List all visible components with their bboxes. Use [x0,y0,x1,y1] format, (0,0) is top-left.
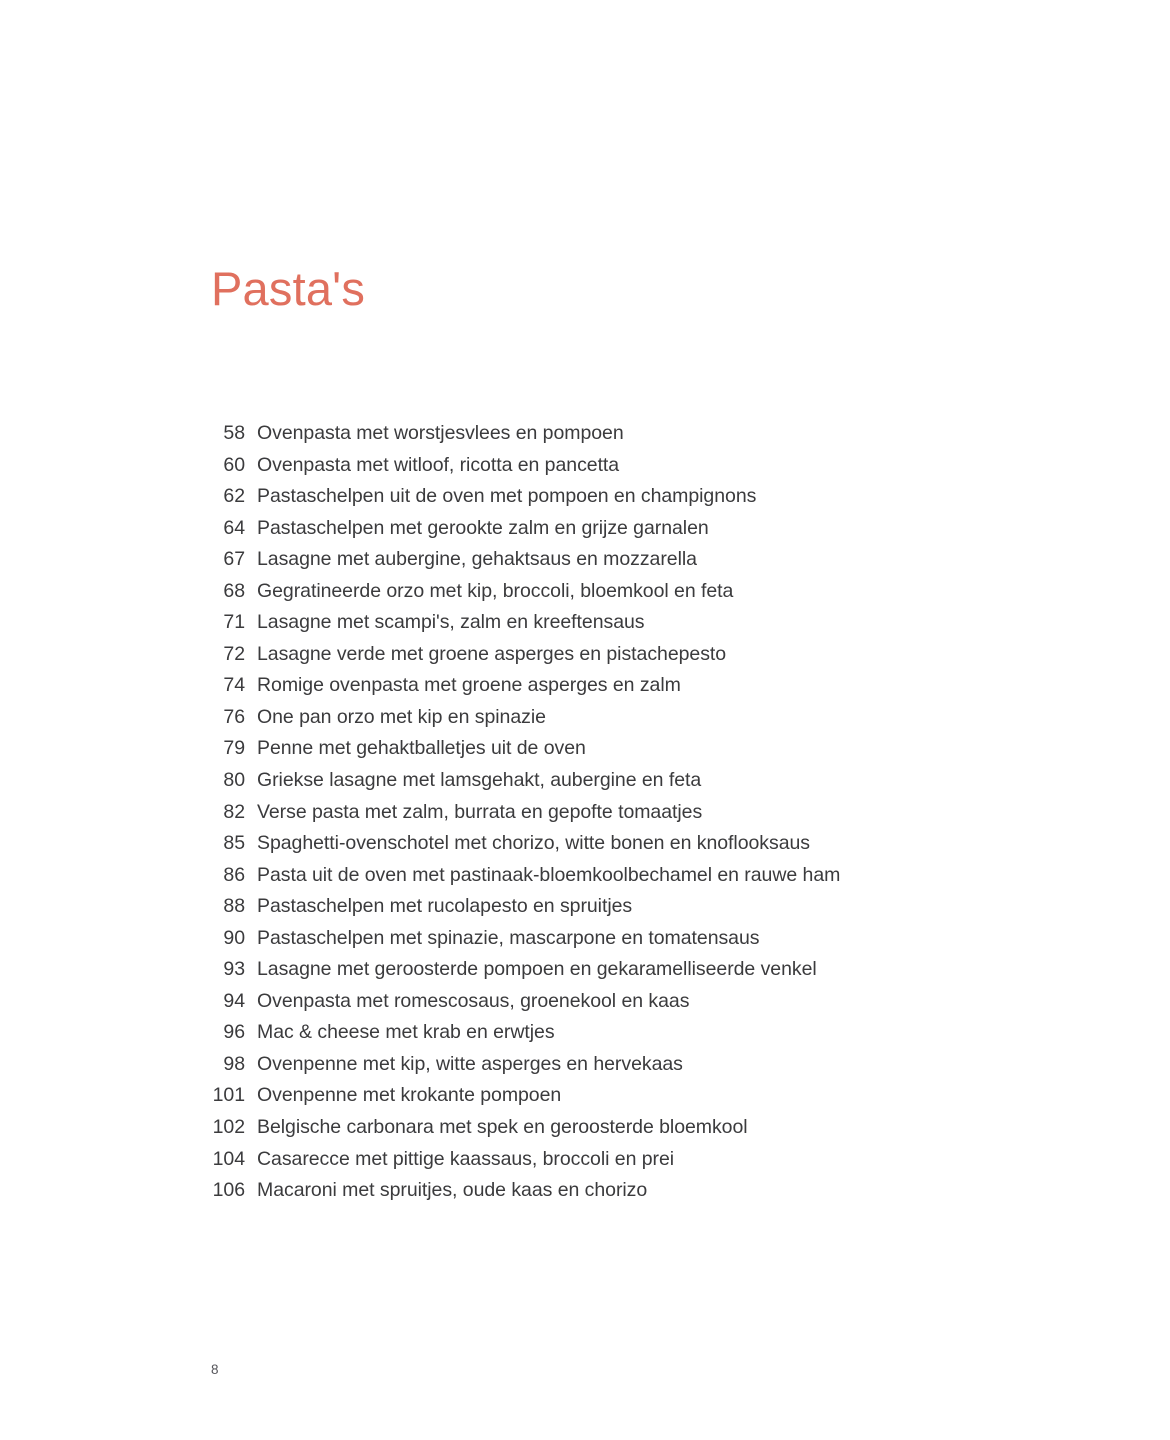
toc-entry-title: Verse pasta met zalm, burrata en gepofte tomaatjes [257,800,703,823]
toc-entry[interactable] [211,1112,971,1144]
toc-entry-page-number: 64 [223,516,245,539]
toc-entry-page-number: 76 [223,705,245,728]
toc-entry-title: One pan orzo met kip en spinazie [257,705,546,728]
toc-entry-title: Ovenpenne met kip, witte asperges en hervekaas [257,1052,683,1075]
toc-entry[interactable] [211,544,971,576]
toc-entry-page-number: 72 [223,642,245,665]
toc-entry-page-number: 79 [223,737,245,760]
toc-entry-title: Ovenpenne met krokante pompoen [257,1084,562,1107]
toc-entry-title: Spaghetti-ovenschotel met chorizo, witte bonen en knoflooksaus [257,832,810,855]
toc-entry-title: Pastaschelpen uit de oven met pompoen en champignons [257,485,757,508]
toc-entry-title: Ovenpasta met romescosaus, groenekool en kaas [257,989,690,1012]
toc-entry-title: Casarecce met pittige kaassaus, broccoli en prei [257,1147,675,1170]
toc-entry-page-number: 102 [212,1116,245,1139]
toc-entry-page-number: 96 [223,1021,245,1044]
toc-entry-page-number: 86 [223,863,245,886]
toc-entry-title: Lasagne verde met groene asperges en pistachepesto [257,642,727,665]
toc-entry-title: Pastaschelpen met spinazie, mascarpone en tomatensaus [257,926,760,949]
page-number: 8 [211,1362,219,1377]
toc-entry[interactable] [211,954,971,986]
toc-entry-page-number: 80 [223,769,245,792]
toc-entry-title: Lasagne met geroosterde pompoen en gekaramelliseerde venkel [257,958,817,981]
table-of-contents [211,418,971,1207]
toc-entry[interactable] [211,1049,971,1081]
toc-entry-page-number: 88 [223,895,245,918]
toc-entry-title: Lasagne met scampi's, zalm en kreeftensaus [257,611,645,634]
toc-entry[interactable] [211,860,971,892]
toc-entry-title: Romige ovenpasta met groene asperges en zalm [257,674,681,697]
toc-entry-page-number: 58 [223,422,245,444]
toc-entry-page-number: 98 [223,1052,245,1075]
toc-entry-page-number: 101 [212,1084,245,1107]
toc-entry-page-number: 67 [223,548,245,571]
toc-entry[interactable] [211,923,971,955]
toc-entry[interactable] [211,765,971,797]
toc-entry-page-number: 82 [223,800,245,823]
toc-entry[interactable] [211,576,971,608]
toc-entry-page-number: 62 [223,485,245,508]
toc-entry-title: Ovenpasta met witloof, ricotta en pancetta [257,453,620,476]
toc-entry[interactable] [211,1144,971,1176]
toc-entry-page-number: 68 [223,579,245,602]
toc-entry-title: Penne met gehaktballetjes uit de oven [257,737,586,760]
toc-entry[interactable] [211,670,971,702]
toc-entry-title: Lasagne met aubergine, gehaktsaus en mozzarella [257,548,697,571]
toc-entry-title: Pastaschelpen met gerookte zalm en grijze garnalen [257,516,709,539]
toc-entry[interactable] [211,418,971,450]
toc-entry-page-number: 104 [212,1147,245,1170]
toc-entry-page-number: 60 [223,453,245,476]
page-title: Pasta's [211,262,366,316]
toc-entry[interactable] [211,733,971,765]
toc-entry-page-number: 106 [212,1179,245,1202]
toc-entry-title: Griekse lasagne met lamsgehakt, aubergine en feta [257,769,702,792]
toc-entry-page-number: 90 [223,926,245,949]
toc-entry[interactable] [211,639,971,671]
toc-entry[interactable] [211,828,971,860]
toc-entry-title: Gegratineerde orzo met kip, broccoli, bloemkool en feta [257,579,734,602]
toc-entry-title: Pastaschelpen met rucolapesto en spruitjes [257,895,633,918]
toc-entry[interactable] [211,986,971,1018]
toc-entry[interactable] [211,797,971,829]
toc-entry-page-number: 93 [223,958,245,981]
toc-entry-page-number: 71 [223,611,245,634]
toc-entry[interactable] [211,1080,971,1112]
toc-entry[interactable] [211,450,971,482]
toc-entry-title: Belgische carbonara met spek en geroosterde bloemkool [257,1116,748,1139]
toc-entry[interactable] [211,481,971,513]
toc-entry-title: Mac & cheese met krab en erwtjes [257,1021,555,1044]
toc-entry[interactable] [211,513,971,545]
toc-entry[interactable] [211,891,971,923]
toc-entry-title: Ovenpasta met worstjesvlees en pompoen [257,422,624,444]
toc-entry-page-number: 74 [223,674,245,697]
toc-entry[interactable] [211,702,971,734]
toc-entry[interactable] [211,1017,971,1049]
toc-entry[interactable] [211,607,971,639]
toc-entry-page-number: 94 [223,989,245,1012]
toc-entry-title: Pasta uit de oven met pastinaak-bloemkoolbechamel en rauwe ham [257,863,841,886]
toc-entry-title: Macaroni met spruitjes, oude kaas en chorizo [257,1179,648,1202]
toc-entry-page-number: 85 [223,832,245,855]
toc-entry[interactable] [211,1175,971,1207]
